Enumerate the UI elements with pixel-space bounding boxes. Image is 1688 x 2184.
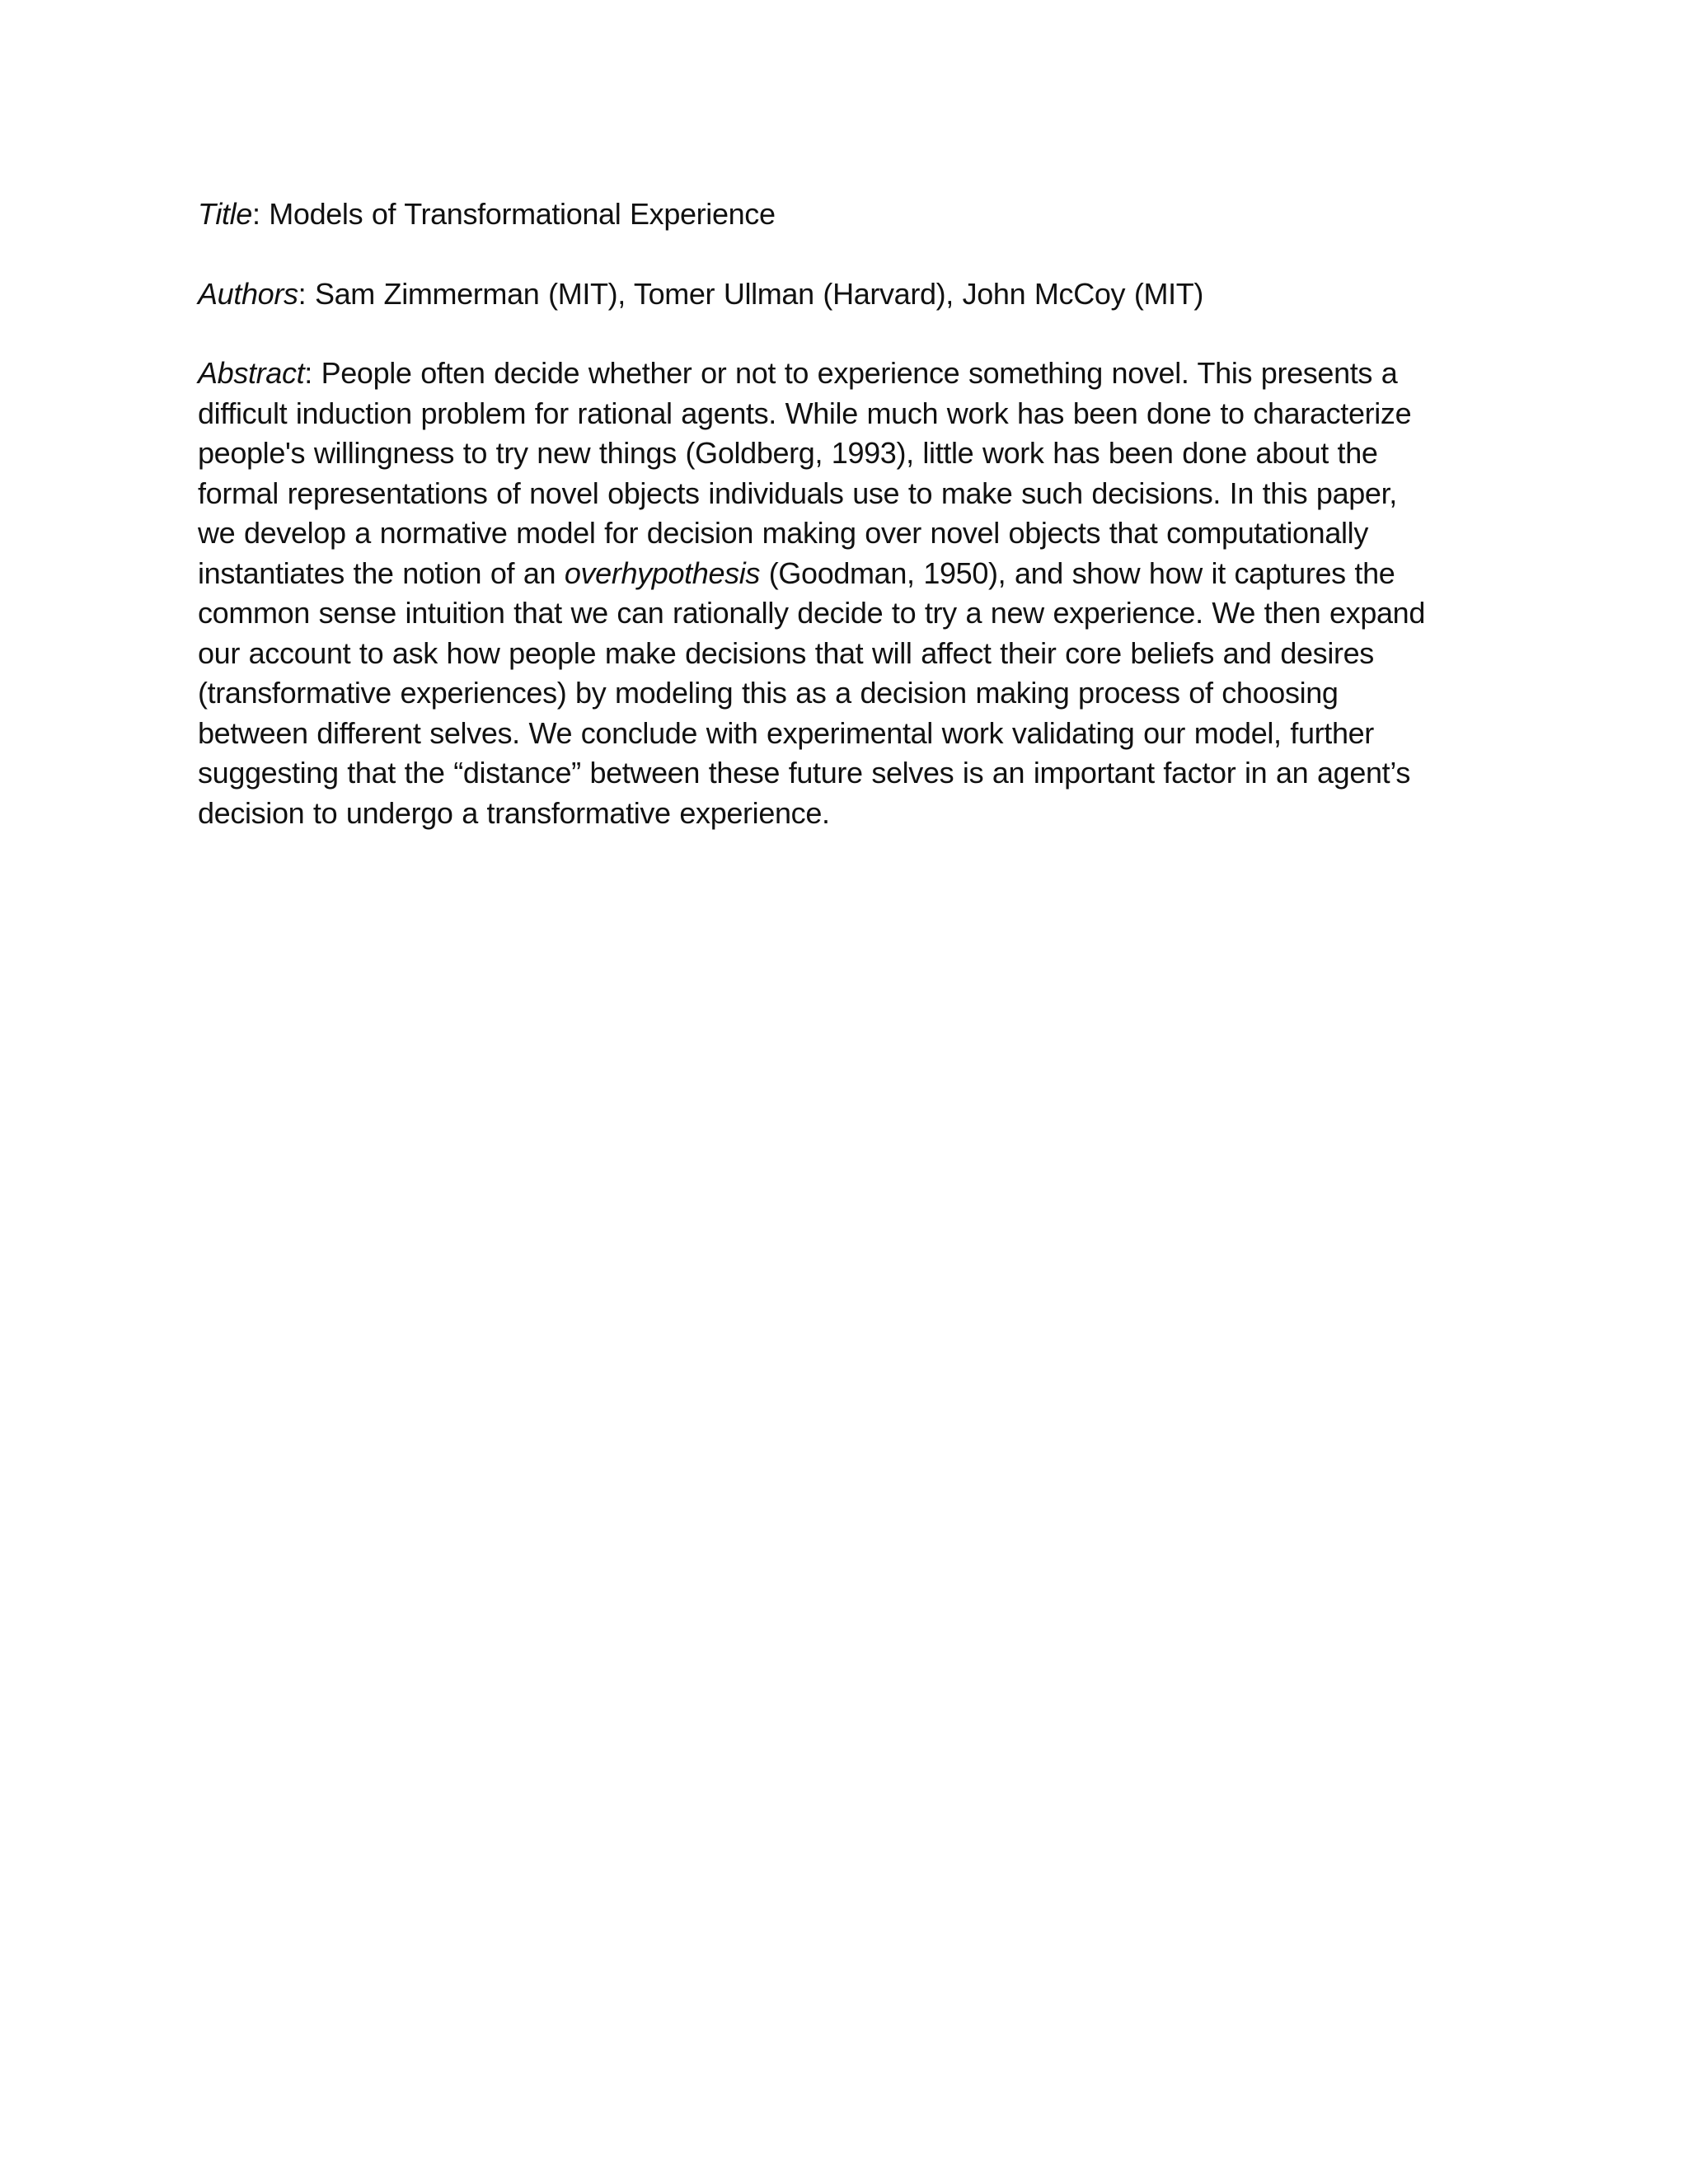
abstract-line: our account to ask how people make decisions that will affect their core beliefs and desires [198, 635, 1374, 670]
paper-title: Models of Transformational Experience [269, 197, 776, 231]
abstract-line: formal representations of novel objects individuals use to make such decisions. In this paper, [198, 476, 1397, 510]
abstract-text: People often decide whether or not to experience something novel. This presents a [321, 356, 1398, 390]
abstract-text: instantiates the notion of an [198, 555, 565, 590]
title-field [198, 194, 1500, 235]
abstract-line: suggesting that the “distance” between these future selves is an important factor in an agent’s [198, 756, 1410, 790]
abstract-text: (Goodman, 1950), and show how it captures the [760, 555, 1395, 590]
authors-label: Authors [198, 276, 298, 311]
abstract-separator: : [304, 356, 321, 390]
authors-list: Sam Zimmerman (MIT), Tomer Ullman (Harvard), John McCoy (MIT) [314, 276, 1204, 311]
abstract-emphasis: overhypothesis [564, 555, 761, 590]
abstract-line: common sense intuition that we can rationally decide to try a new experience. We then expand [198, 596, 1425, 630]
abstract-line [198, 354, 1500, 394]
abstract-label: Abstract [198, 356, 305, 390]
abstract-line: people's willingness to try new things (Goldberg, 1993), little work has been done about the [198, 436, 1378, 470]
title-label: Title [198, 197, 252, 231]
abstract-line: (transformative experiences) by modeling this as a decision making process of choosing [198, 676, 1339, 710]
authors-field [198, 274, 1500, 315]
abstract-line: difficult induction problem for rational agents. While much work has been done to characterize [198, 396, 1412, 430]
abstract-line: between different selves. We conclude with experimental work validating our model, further [198, 715, 1374, 750]
abstract-section [198, 354, 1500, 833]
authors-separator: : [298, 276, 315, 311]
document-content [198, 194, 1500, 833]
abstract-line: decision to undergo a transformative experience. [198, 795, 830, 830]
abstract-line: we develop a normative model for decision making over novel objects that computationally [198, 516, 1368, 550]
abstract-line [198, 554, 1500, 594]
title-separator: : [251, 197, 270, 231]
